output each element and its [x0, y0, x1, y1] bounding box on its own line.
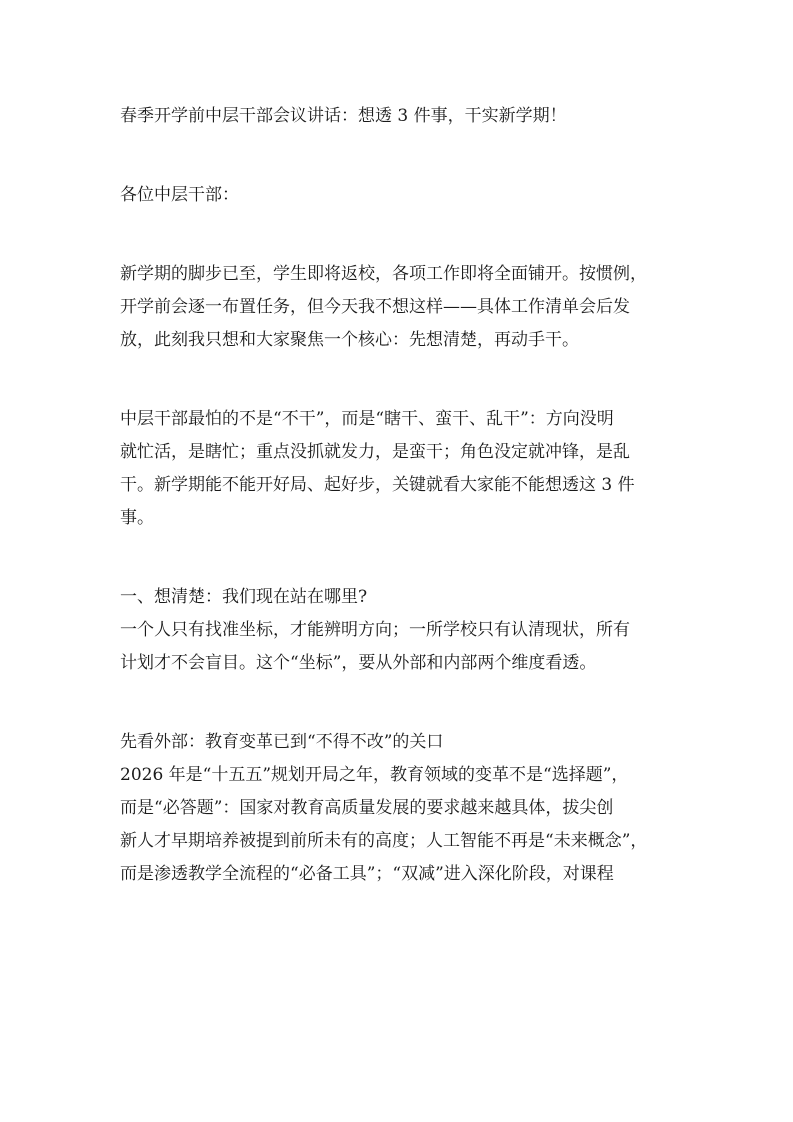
- paragraph-intro: [120, 258, 680, 357]
- paragraph-line: 放，此刻我只想和大家聚焦一个核心：先想清楚，再动手干。: [120, 330, 579, 350]
- section-1: [120, 581, 680, 680]
- paragraph-line: 中层干部最怕的不是“不干”，而是“瞎干、蛮干、乱干”：方向没明: [120, 409, 614, 429]
- salutation: 各位中层干部：: [120, 185, 239, 205]
- section-heading: 一、想清楚：我们现在站在哪里?: [120, 587, 368, 607]
- paragraph-line: 而是“必答题”：国家对教育高质量发展的要求越来越具体，拔尖创: [120, 798, 614, 818]
- document-body: [120, 100, 680, 891]
- paragraph-line: 就忙活，是瞎忙；重点没抓就发力，是蛮干；角色没定就冲锋，是乱: [120, 442, 630, 462]
- paragraph-line: 新学期的脚步已至，学生即将返校，各项工作即将全面铺开。按惯例，: [120, 264, 647, 284]
- paragraph-line: 2026 年是“十五五”规划开局之年，教育领域的变革不是“选择题”，: [120, 765, 629, 785]
- document-title: 春季开学前中层干部会议讲话：想透 3 件事，干实新学期！: [120, 106, 567, 126]
- subsection-external: [120, 726, 680, 891]
- paragraph-line: 事。: [120, 508, 154, 528]
- subsection-heading: 先看外部：教育变革已到“不得不改”的关口: [120, 732, 444, 752]
- paragraph-line: 开学前会逐一布置任务，但今天我不想这样——具体工作清单会后发: [120, 297, 630, 317]
- paragraph-line: 干。新学期能不能开好局、起好步，关键就看大家能不能想透这 3 件: [120, 475, 635, 495]
- paragraph-line: 计划才不会盲目。这个“坐标”，要从外部和内部两个维度看透。: [120, 653, 597, 673]
- paragraph-line: 而是渗透教学全流程的“必备工具”；“双减”进入深化阶段，对课程: [120, 864, 614, 884]
- paragraph-warning: [120, 403, 680, 535]
- paragraph-line: 一个人只有找准坐标，才能辨明方向；一所学校只有认清现状，所有: [120, 620, 630, 640]
- paragraph-line: 新人才早期培养被提到前所未有的高度；人工智能不再是“未来概念”，: [120, 831, 648, 851]
